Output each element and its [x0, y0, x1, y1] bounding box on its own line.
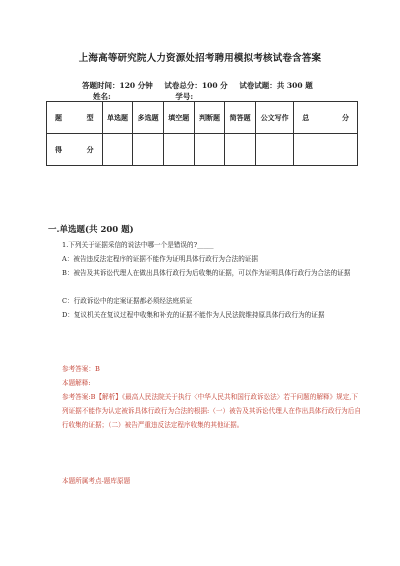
exam-total: 试卷总分：100 分: [164, 81, 228, 90]
score-table-header-row: [47, 102, 358, 134]
option-a: A：被告违反法定程序的证据不能作为证明具体行政行为合法的证据: [62, 255, 258, 263]
score-table-score-row: [47, 134, 358, 166]
score-cell[interactable]: [102, 134, 133, 166]
header-cell: 公文写作: [255, 102, 293, 134]
header-cell: 填空题: [163, 102, 194, 134]
score-table: [46, 101, 358, 166]
exam-time: 答题时间：120 分钟: [82, 81, 153, 90]
question-stem: 1.下列关于证据采信的说法中哪一个是错误的?_____: [62, 241, 214, 249]
name-label: 姓名:: [93, 92, 111, 101]
header-cell: 题 型: [47, 102, 103, 134]
score-cell[interactable]: [194, 134, 225, 166]
section-heading: 一.单选题(共 200 题): [48, 225, 134, 235]
score-cell[interactable]: [225, 134, 256, 166]
explanation-label: 本题解释:: [62, 379, 91, 387]
exam-count: 试卷试题：共 300 题: [239, 81, 313, 90]
option-b: B：被告及其诉讼代理人在做出具体行政行为后收集的证据，可以作为证明具体行政行为合法的证据: [62, 269, 351, 277]
explanation-text: 参考答案:B【解析】《最高人民法院关于执行〈中华人民共和国行政诉讼法〉若干问题的解释》规定,下列证据不能作为认定被诉具体行政行为合法的根据:（一）被告及其诉讼代理人在作出具体行政行为后自行收集的证据；（二）被告严重违反法定程序收集的其他证据。: [62, 393, 361, 429]
question-source: 本题所属考点-题库原题: [62, 477, 131, 485]
document-title: 上海高等研究院人力资源处招考聘用模拟考核试卷含答案: [78, 53, 322, 64]
score-row-label: 得 分: [47, 134, 103, 166]
header-cell: 简答题: [225, 102, 256, 134]
header-cell: 单选题: [102, 102, 133, 134]
id-label: 学号:: [175, 92, 194, 101]
reference-answer: 参考答案：B: [62, 365, 100, 373]
header-cell: 多选题: [133, 102, 164, 134]
score-cell[interactable]: [133, 134, 164, 166]
exam-meta: [82, 80, 322, 91]
header-cell: 总 分: [294, 102, 358, 134]
header-cell: 判断题: [194, 102, 225, 134]
score-cell[interactable]: [294, 134, 358, 166]
score-cell[interactable]: [163, 134, 194, 166]
option-d: D：复议机关在复议过程中收集和补充的证据不能作为人民法院维持原具体行政行为的证据: [62, 311, 325, 319]
score-cell[interactable]: [255, 134, 293, 166]
option-c: C：行政诉讼中的定案证据都必须经法庭质证: [62, 297, 193, 305]
